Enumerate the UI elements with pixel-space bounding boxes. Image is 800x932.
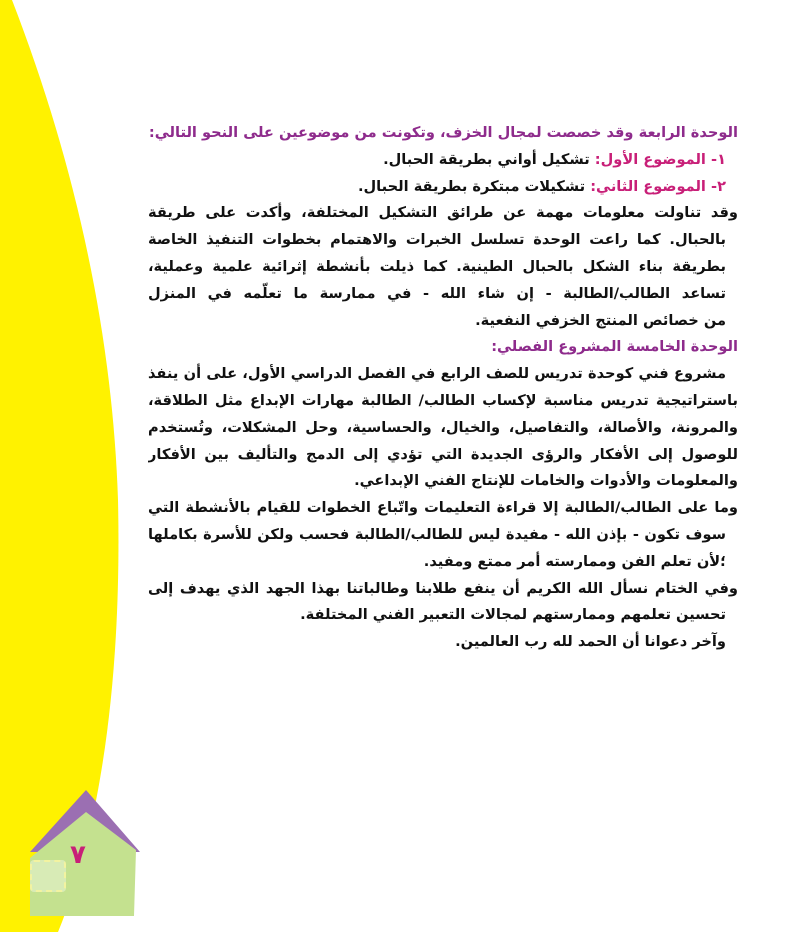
unit4-heading: الوحدة الرابعة وقد خصصت لمجال الخزف، وتكونت من موضوعين على النحو التالي: (148, 124, 738, 141)
book-logo-icon (30, 860, 66, 892)
topic2-text: تشكيلات مبتكرة بطريقة الحبال. (357, 177, 586, 195)
unit5-para-line: للوصول إلى الأفكار والرؤى الجديدة التي تؤدي إلى الدمج والتأليف بين الأفكار (148, 445, 738, 463)
unit4-para-line: بالحبال. كما راعت الوحدة تسلسل الخبرات والاهتمام بخطوات التنفيذ الخاصة (148, 231, 726, 249)
closing-para1-line: ؛لأن تعلم الفن وممارسته أمر ممتع ومفيد. (423, 552, 726, 570)
unit5-para-line: باستراتيجية تدريس مناسبة لإكساب الطالب/ الطالبة مهارات الإبداع مثل الطلاقة، (148, 391, 738, 409)
unit4-para-line: وقد تناولت معلومات مهمة عن طرائق التشكيل المختلفة، وأكدت على طريقة (148, 204, 738, 222)
closing-para1-line: وما على الطالب/الطالبة إلا قراءة التعليمات واتّباع الخطوات للقيام بالأنشطة التي (148, 499, 738, 517)
page-number: ٧ (70, 840, 86, 870)
unit4-topic1 (148, 147, 738, 174)
unit5-para-line: والمرونة، والأصالة، والتفاصيل، والخيال، والحساسية، وحل المشكلات، وتُستخدم (148, 418, 738, 436)
unit5-heading: الوحدة الخامسة المشروع الفصلي: (491, 338, 738, 356)
closing-para2-line: تحسين تعلمهم وممارستهم لمجالات التعبير الفني المختلفة. (300, 606, 726, 624)
closing-final-line: وآخر دعوانا أن الحمد لله رب العالمين. (455, 633, 726, 651)
topic1-text: تشكيل أواني بطريقة الحبال. (383, 150, 590, 168)
yellow-side-shape (0, 0, 118, 932)
unit4-para-line: من خصائص المنتج الخزفي النفعية. (475, 311, 726, 329)
unit4-para-line: تساعد الطالب/الطالبة - إن شاء الله - في ممارسة ما تعلّمه في المنزل (148, 284, 726, 302)
closing-para1-line: سوف تكون - بإذن الله - مفيدة ليس للطالب/الطالبة فحسب ولكن للأسرة بكاملها (148, 525, 726, 543)
closing-para2-line: وفي الختام نسأل الله الكريم أن ينفع طلابنا وطالباتنا بهذا الجهد الذي يهدف إلى (148, 579, 738, 597)
unit4-topic2 (148, 174, 738, 201)
topic2-prefix: ٢- الموضوع الثاني: (590, 177, 726, 195)
unit5-para-line: والمعلومات والأدوات والخامات للإنتاج الفني الإبداعي. (354, 472, 738, 490)
unit4-para-line: بطريقة بناء الشكل بالحبال الطينية. كما ذيلت بأنشطة إثرائية علمية وعملية، (148, 257, 726, 275)
unit5-para-line: مشروع فني كوحدة تدريس للصف الرابع في الفصل الدراسي الأول، على أن ينفذ (148, 365, 726, 383)
preface-text (148, 120, 738, 656)
topic1-prefix: ١- الموضوع الأول: (594, 150, 726, 168)
